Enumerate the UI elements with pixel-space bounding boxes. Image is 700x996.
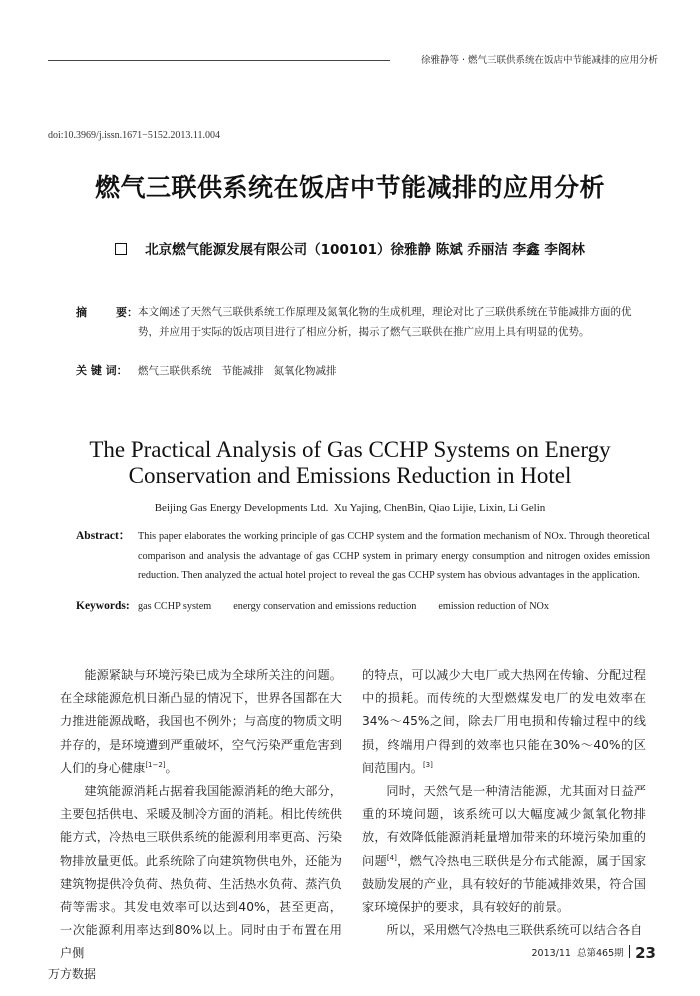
- abstract-label-cn-part1: 摘: [76, 306, 87, 319]
- footer-divider: [629, 945, 631, 958]
- citation-ref: [3]: [422, 760, 433, 769]
- paragraph-end: 。: [165, 760, 178, 775]
- article-title-en: [0, 437, 700, 489]
- issue-info: 2013/11 总第465期: [531, 948, 624, 959]
- body-paragraph: [362, 780, 646, 919]
- article-title-en-line2: Conservation and Emissions Reduction in Hotel: [128, 463, 572, 488]
- keywords-label-cn: 关 键 词：: [76, 364, 128, 377]
- database-watermark: 万方数据: [48, 967, 97, 981]
- keyword-item: emission reduction of NOx: [438, 601, 550, 612]
- article-title-cn: 燃气三联供系统在饭店中节能减排的应用分析: [94, 173, 605, 202]
- keyword-item: energy conservation and emissions reduction: [233, 601, 417, 612]
- citation-ref: [1−2]: [145, 760, 166, 769]
- keyword-item: gas CCHP system: [138, 601, 212, 612]
- body-paragraph: 建筑能源消耗占据着我国能源消耗的绝大部分，主要包括供电、采暖及制冷方面的消耗。相比传统供能方式，冷热电三联供系统的能源利用率更高、污染物排放量更低。此系统除了向建筑物供电外，还能为建筑物提供冷负荷、热负荷、生活热水负荷、蒸汽负荷等需求。其发电效率可以达到40%，甚至更高，一次能源利用率达到80%以上。同时由于布置在用户侧: [60, 784, 342, 961]
- paragraph-text: 同时，天然气是一种清洁能源，尤其面对日益严重的环境问题，该系统可以大幅度减少氮氧化物排放，有效降低能源消耗量增加带来的环境污染加重的问题: [362, 784, 646, 868]
- abstract-label-en: Abstract：: [76, 530, 131, 542]
- body-column-left: [60, 664, 342, 966]
- keywords-label-en: Keywords:: [76, 600, 130, 612]
- keywords-list-en: [138, 601, 571, 612]
- keywords-text-cn: 燃气三联供系统 节能减排 氮氧化物减排: [138, 365, 337, 377]
- page-footer: [520, 944, 656, 962]
- page-number: 23: [635, 944, 656, 962]
- square-bullet-icon: [115, 243, 127, 255]
- author-affiliation-cn: 北京燃气能源发展有限公司（100101）徐雅静 陈斌 乔丽洁 李鑫 李阁林: [145, 242, 585, 258]
- article-title-en-line1: The Practical Analysis of Gas CCHP Systems on Energy: [89, 437, 611, 462]
- citation-ref: [4]: [386, 853, 397, 862]
- header-rule: [48, 60, 390, 61]
- author-line-cn: [0, 238, 700, 258]
- body-paragraph: [60, 664, 342, 780]
- paragraph-text: 的特点，可以减少大电厂或大热网在传输、分配过程中的损耗。而传统的大型燃煤发电厂的发电效率在34%～45%之间，除去厂用电损和传输过程中的线损，终端用户得到的效率也只能在30%～40%的区间范围内。: [362, 668, 646, 775]
- paragraph-text: ，燃气冷热电三联供是分布式能源，属于国家鼓励发展的产业，具有较好的节能减排效果，符合国家环境保护的要求，具有较好的前景。: [362, 853, 647, 915]
- abstract-text-en: This paper elaborates the working principle of gas CCHP system and the formation mechanism of NOx. Through theoretical comparison and analysis the advantage of gas CCHP system in primary energy consumption and nitrogen oxides emission reduction. Then analyzed the actual hotel project to reveal the gas CCHP system has obvious advantages in the application.: [138, 531, 650, 581]
- body-paragraph: 所以，采用燃气冷热电三联供系统可以结合各自: [386, 923, 643, 938]
- abstract-label-cn-part2: 要：: [116, 306, 138, 319]
- paragraph-text: 能源紧缺与环境污染已成为全球所关注的问题。在全球能源危机日渐凸显的情况下，世界各国都在大力推进能源战略，我国也不例外；与高度的物质文明并存的，是环境遭到严重破坏，空气污染严重危害到人们的身心健康: [60, 668, 342, 775]
- doi-line: doi:10.3969/j.issn.1671−5152.2013.11.004: [48, 130, 220, 141]
- body-paragraph: [362, 664, 646, 780]
- body-column-right: [362, 664, 646, 942]
- author-line-en: Beijing Gas Energy Developments Ltd. Xu Yajing, ChenBin, Qiao Lijie, Lixin, Li Gelin: [154, 502, 546, 514]
- abstract-text-cn: 本文阐述了天然气三联供系统工作原理及氮氧化物的生成机理，理论对比了三联供系统在节能减排方面的优势，并应用于实际的饭店项目进行了相应分析，揭示了燃气三联供在推广应用上具有明显的优势。: [138, 306, 632, 338]
- running-header: 徐雅静等 · 燃气三联供系统在饭店中节能减排的应用分析: [420, 55, 658, 66]
